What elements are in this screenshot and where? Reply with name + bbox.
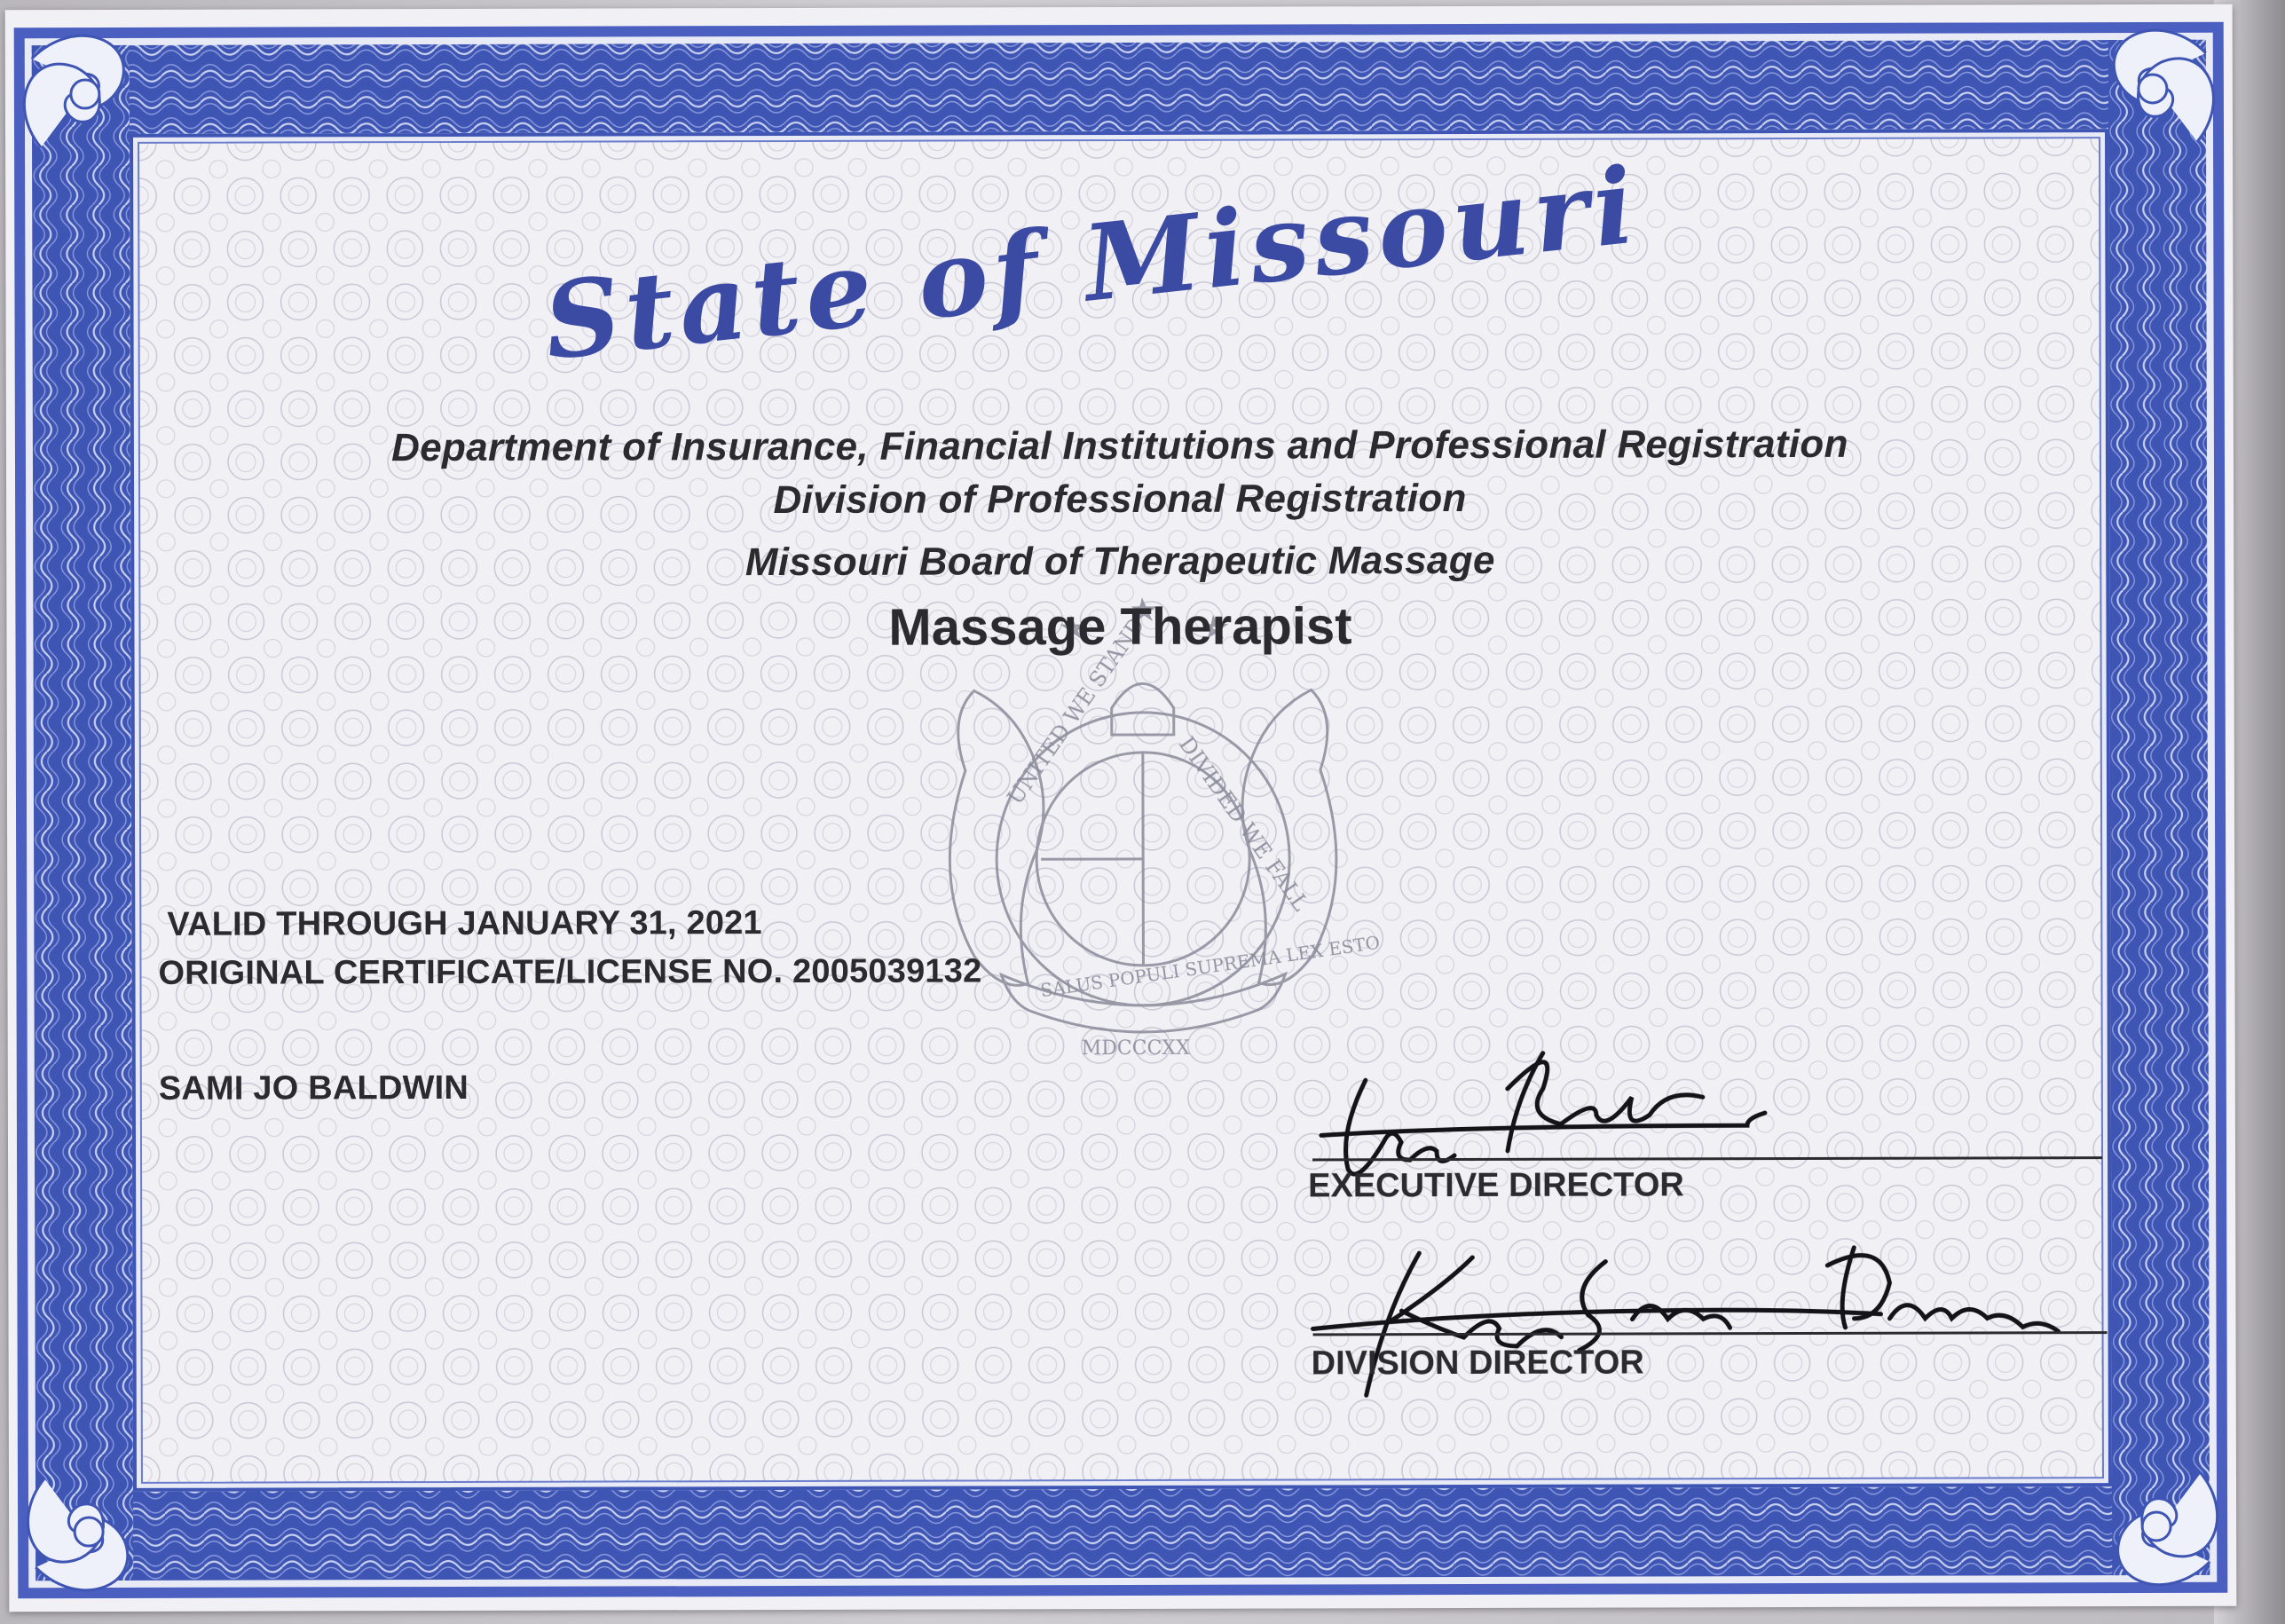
board-heading: Missouri Board of Therapeutic Massage	[745, 538, 1495, 585]
division-heading: Division of Professional Registration	[773, 476, 1467, 523]
seal-year: MDCCCXX	[1081, 1037, 1190, 1060]
department-heading: Department of Insurance, Financial Institutions and Professional Registration	[391, 422, 1848, 470]
executive-director-label: EXECUTIVE DIRECTOR	[1308, 1166, 1684, 1205]
division-director-label: DIVISION DIRECTOR	[1311, 1344, 1644, 1383]
certificate-artwork	[5, 4, 2237, 1612]
state-title: State of Missouri	[538, 143, 1645, 384]
seal-motto-right: DIVIDED WE FALL	[1173, 732, 1313, 916]
license-number: ORIGINAL CERTIFICATE/LICENSE NO. 2005039132	[158, 952, 982, 992]
seal-motto-left: UNITED WE STAND	[1002, 612, 1150, 809]
certificate	[5, 4, 2237, 1612]
valid-through: VALID THROUGH JANUARY 31, 2021	[167, 904, 762, 943]
license-type-title: Massage Therapist	[888, 597, 1352, 657]
seal-latin-motto: SALUS POPULI SUPREMA LEX ESTO	[1038, 931, 1382, 1002]
holder-name: SAMI JO BALDWIN	[158, 1068, 469, 1108]
